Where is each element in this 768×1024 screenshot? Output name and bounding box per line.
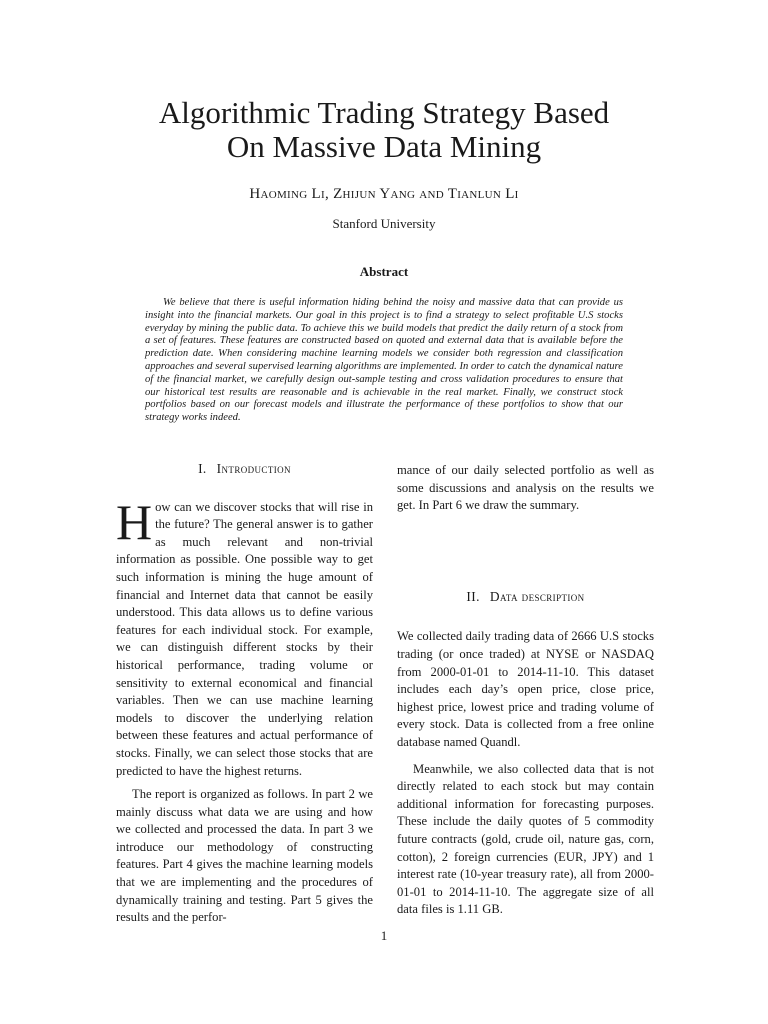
data-paragraph-2: Meanwhile, we also collected data that is not directly related to each stock but may contain additional information for forecasting purposes. These include the daily quotes of 5 commodity future contracts (gold, crude oil, nature gas, corn, cotton), 2 foreign currencies (EUR, JPY) and 1 interest rate (10-year treasury rate), all from 2000-01-01 to 2014-11-10. The aggregate size of all data files is 1.11 GB. xyxy=(397,761,654,917)
paper-affiliation: Stanford University xyxy=(332,216,436,231)
section-number: II. xyxy=(466,588,480,604)
paper-authors: Haoming Li, Zhijun Yang and Tianlun Li xyxy=(249,186,519,202)
page-number: 1 xyxy=(380,928,388,943)
section-title: Introduction xyxy=(216,461,291,476)
section-number: I. xyxy=(198,461,207,476)
intro-paragraph-2-continued: mance of our daily selected portfolio as well as some discussions and analysis on the results we get. In Part 6 we draw the summary. xyxy=(397,463,654,513)
left-column xyxy=(116,460,373,927)
title-line-2: On Massive Data Mining xyxy=(226,129,542,164)
drop-cap: H xyxy=(116,493,153,550)
abstract-body: We believe that there is useful information hiding behind the noisy and massive data that can provide us insight into the financial markets. Our goal in this project is to find a strategy to select profitable U.S stocks everyday by mining the public data. To achieve this we build models that predict the daily return of a stock from a set of features. These features are constructed based on quoted and external data that is available before the prediction date. When considering machine learning models we consider both regression and classification approaches and several supervised learning algorithms are implemented. In order to catch the dynamical nature of the financial market, we carefully design out-sample testing and cross validation procedures to ensure that our historical test results are reasonable and is achievable in the real market. Finally, we construct stock portfolios based on our forecast models and illustrate the performance of these portfolios to show that our strategy works indeed. xyxy=(145,297,623,424)
paper-title xyxy=(0,96,768,164)
section-heading-data-description xyxy=(397,588,654,606)
right-column xyxy=(397,460,654,919)
intro-paragraph-2: The report is organized as follows. In part 2 we mainly discuss what data we are using and how we collected and processed the data. In part 3 we introduce our methodology of constructing features. Part 4 gives the machine learning models that we are implementing and the procedures of dynamically training and testing. Part 5 gives the results and the perfor- xyxy=(116,787,373,925)
data-paragraph-1: We collected daily trading data of 2666 U.S stocks trading (or once traded) at NYSE or NASDAQ from 2000-01-01 to 2014-11-10. This dataset includes each day’s open price, close price, highest price, lowest price and trading volume of every stock. Data is collected from a free online database named Quandl. xyxy=(397,629,654,749)
intro-paragraph-1-text: ow can we discover stocks that will rise in the future? The general answer is to gather as much relevant and non-trivial information as possible. One possible way to get such information is mining the huge amount of financial and Internet data that cannot be easily understood. This data allows us to define various features for each individual stock. For example, we can distinguish different stocks by their historical performance, trading volume or sensitivity to external economical and financial variables. Then we can use machine learning models to discover the underlying relation between these features and actual performance of stocks. Finally, we can select those stocks that are predicted to have the highest returns. xyxy=(116,499,373,778)
abstract-heading: Abstract xyxy=(359,264,409,279)
title-line-1: Algorithmic Trading Strategy Based xyxy=(158,95,610,130)
intro-paragraph-1 xyxy=(116,493,373,781)
section-heading-introduction xyxy=(116,460,373,478)
section-title: Data description xyxy=(489,588,585,604)
